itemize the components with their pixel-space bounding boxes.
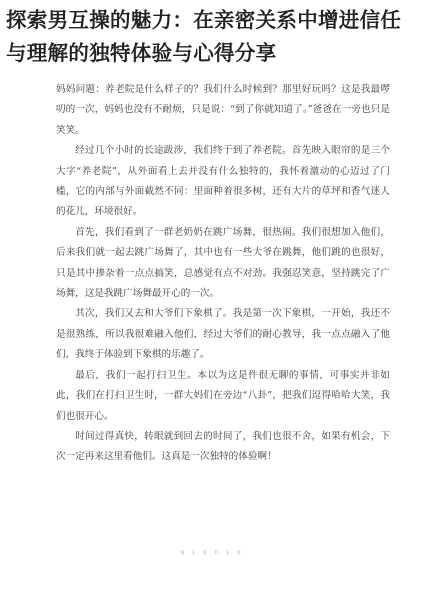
paragraph-5: 最后，我们一起打扫卫生。本以为这是件很无聊的事情，可事实并非如此，我们在打扫卫生时，一群大妈们在旁边“八卦”，把我们逗得哈哈大笑，我们也很开心。 [56, 369, 390, 422]
paragraph-6: 时间过得真快，转眼就到回去的时间了，我们也很不舍，如果有机会，下次一定再来这里看他们。这真是一次独特的体验啊！ [56, 430, 390, 463]
page-headline: 探索男互操的魅力：在亲密关系中增进信任与理解的独特体验与心得分享 [6, 8, 402, 65]
page-number-footer: 第 1 页 共 1 页 [180, 551, 244, 556]
document-body [56, 80, 390, 468]
paragraph-2: 经过几个小时的长途跋涉，我们终于到了养老院。首先映入眼帘的是三个大字“养老院”，从外面看上去并没有什么独特的，我怀着激动的心迈过了门槛，它的内部与外面截然不同：里面种着很多树，还有大片的草坪和香气迷人的花儿，环境很好。 [56, 145, 390, 218]
paragraph-3: 首先，我们看到了一群老奶奶在跳广场舞，很热闹。我们很想加入他们，后来我们就一起去跳广场舞了，其中也有一些大爷在跳舞，他们跳的也很好，只是其中掺杂着一点点搞笑，总感觉有点不对劲。我强忍笑意，坚持跳完了广场舞，这是我跳广场舞最开心的一次。 [56, 226, 390, 300]
paragraph-4: 其次，我们又去和大爷们下象棋了。我是第一次下象棋，一开始，我还不是很熟练，所以我很难融入他们，经过大爷们的耐心教导，我一点点融入了他们，我终于体验到下象棋的乐趣了。 [56, 308, 390, 361]
paragraph-1: 妈妈问题：养老院是什么样子的？我们什么时候到？那里好玩吗？这是我最啰叨的一次，妈妈也没有不耐烦，只是说：“到了你就知道了。”爸爸在一旁也只是笑笑。 [56, 84, 390, 136]
